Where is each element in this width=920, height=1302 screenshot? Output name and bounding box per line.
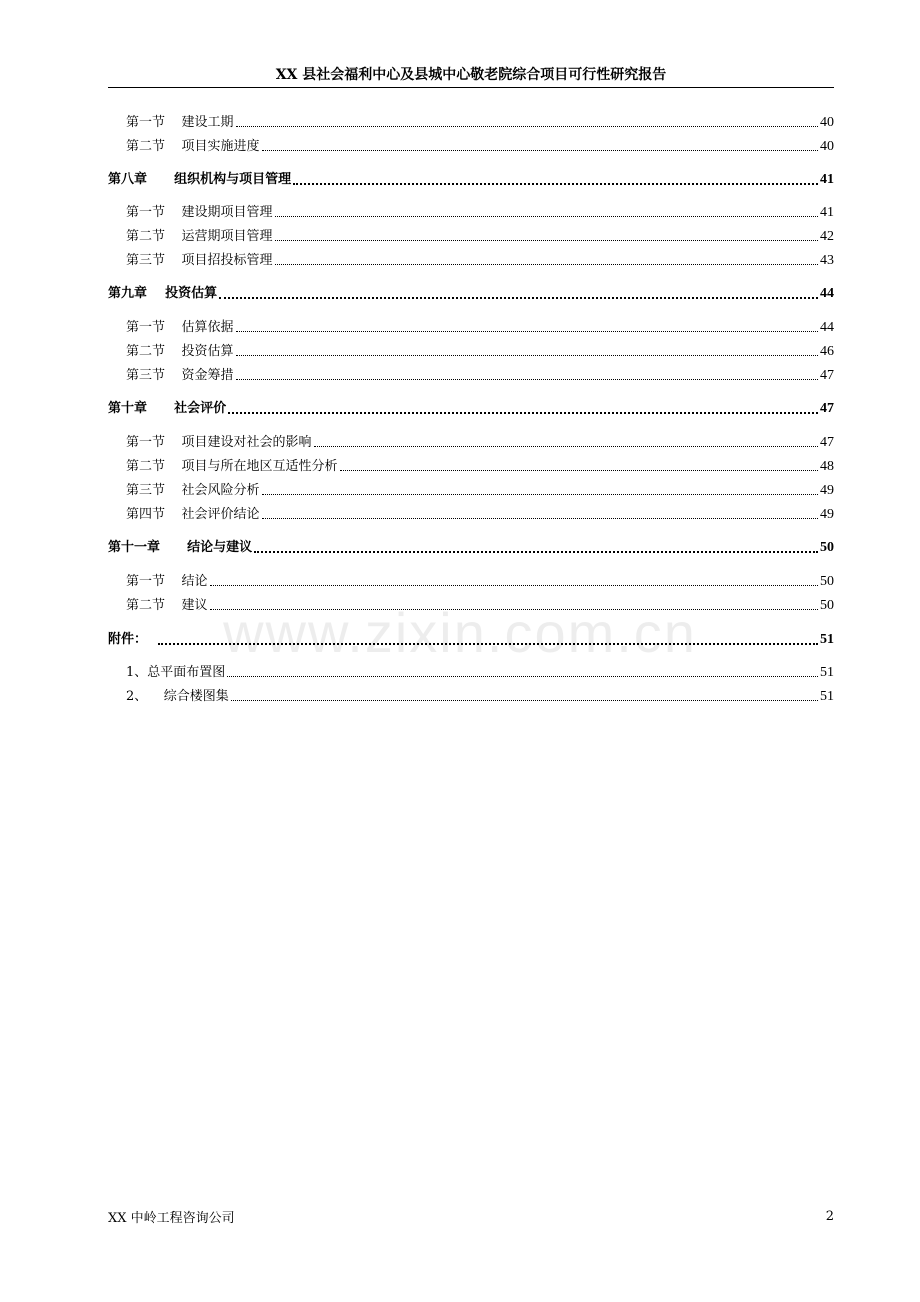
- toc-entry-page: 49: [820, 507, 834, 522]
- toc-entry-label: 第十一章 结论与建议: [108, 540, 253, 555]
- toc-entry-page: 44: [820, 320, 834, 335]
- toc-dot-leader: [228, 412, 818, 414]
- toc-entry-page: 51: [820, 689, 834, 704]
- toc-dot-leader: [210, 609, 818, 610]
- toc-entry-page: 40: [820, 115, 834, 130]
- toc-entry-section[interactable]: [126, 505, 834, 525]
- toc-entry-chapter[interactable]: [108, 399, 834, 419]
- toc-entry-page: 47: [820, 435, 834, 450]
- toc-entry-label: 第一节 建设期项目管理: [126, 205, 273, 220]
- toc-entry-section[interactable]: [126, 457, 834, 477]
- toc-entry-section[interactable]: [126, 433, 834, 453]
- toc-entry-page: 41: [820, 172, 834, 187]
- toc-entry-page: 51: [820, 665, 834, 680]
- toc-dot-leader: [236, 331, 818, 332]
- toc-dot-leader: [227, 676, 818, 677]
- toc-entry-page: 46: [820, 344, 834, 359]
- toc-entry-label: 第二节 项目实施进度: [126, 139, 260, 154]
- toc-entry-label: 第九章 投资估算: [108, 286, 218, 301]
- toc-entry-section[interactable]: [126, 113, 834, 133]
- footer-page-number: 2: [825, 1208, 834, 1224]
- toc-entry-label: 1、总平面布置图: [126, 665, 226, 680]
- toc-dot-leader: [275, 216, 818, 217]
- toc-entry-label: 第二节 运营期项目管理: [126, 229, 273, 244]
- toc-entry-label: 附件：: [108, 632, 157, 647]
- toc-entry-label: 第三节 项目招投标管理: [126, 253, 273, 268]
- toc-entry-page: 47: [820, 368, 834, 383]
- toc-dot-leader: [262, 150, 818, 151]
- header-divider: [108, 87, 834, 88]
- toc-dot-leader: [293, 183, 818, 185]
- toc-entry-label: 第四节 社会评价结论: [126, 507, 260, 522]
- toc-dot-leader: [275, 264, 818, 265]
- toc-dot-leader: [236, 379, 818, 380]
- toc-entry-section[interactable]: [126, 342, 834, 362]
- page-header-title: XX 县社会福利中心及县城中心敬老院综合项目可行性研究报告: [275, 67, 667, 83]
- toc-dot-leader: [219, 297, 818, 299]
- toc-entry-appendix[interactable]: [126, 687, 834, 707]
- toc-entry-label: 第一节 估算依据: [126, 320, 234, 335]
- toc-entry-chapter[interactable]: [108, 538, 834, 558]
- toc-dot-leader: [275, 240, 818, 241]
- toc-dot-leader: [314, 446, 818, 447]
- toc-entry-section[interactable]: [126, 203, 834, 223]
- toc-entry-section[interactable]: [126, 227, 834, 247]
- watermark: www.zixin.com.cn: [223, 601, 697, 664]
- toc-entry-appendix[interactable]: [126, 663, 834, 683]
- toc-entry-section[interactable]: [126, 572, 834, 592]
- toc-entry-chapter[interactable]: [108, 630, 834, 650]
- toc-entry-label: 第二节 建议: [126, 598, 208, 613]
- toc-entry-page: 49: [820, 483, 834, 498]
- toc-entry-page: 50: [820, 598, 834, 613]
- toc-entry-label: 第三节 社会风险分析: [126, 483, 260, 498]
- toc-entry-page: 41: [820, 205, 834, 220]
- toc-dot-leader: [262, 518, 818, 519]
- toc-entry-label: 第一节 项目建设对社会的影响: [126, 435, 312, 450]
- toc-entry-section[interactable]: [126, 137, 834, 157]
- toc-entry-page: 48: [820, 459, 834, 474]
- toc-entry-label: 第二节 项目与所在地区互适性分析: [126, 459, 338, 474]
- page-footer: [108, 1206, 834, 1226]
- toc-entry-section[interactable]: [126, 318, 834, 338]
- toc-entry-section[interactable]: [126, 366, 834, 386]
- toc-dot-leader: [236, 126, 818, 127]
- toc-entry-label: 第三节 资金筹措: [126, 368, 234, 383]
- toc-dot-leader: [210, 585, 818, 586]
- toc-entry-page: 42: [820, 229, 834, 244]
- toc-entry-chapter[interactable]: [108, 284, 834, 304]
- toc-entry-section[interactable]: [126, 481, 834, 501]
- toc-entry-label: 第十章 社会评价: [108, 401, 227, 416]
- toc-entry-page: 44: [820, 286, 834, 301]
- toc-entry-page: 50: [820, 574, 834, 589]
- toc-entry-page: 43: [820, 253, 834, 268]
- toc-dot-leader: [254, 551, 818, 553]
- toc-entry-page: 50: [820, 540, 834, 555]
- toc-entry-label: 第一节 建设工期: [126, 115, 234, 130]
- toc-entry-page: 40: [820, 139, 834, 154]
- toc-dot-leader: [231, 700, 818, 701]
- toc-entry-page: 51: [820, 632, 834, 647]
- toc-entry-label: 第一节 结论: [126, 574, 208, 589]
- toc-dot-leader: [262, 494, 818, 495]
- toc-entry-section[interactable]: [126, 251, 834, 271]
- toc-entry-section[interactable]: [126, 596, 834, 616]
- toc-entry-label: 第八章 组织机构与项目管理: [108, 172, 292, 187]
- toc-entry-label: 第二节 投资估算: [126, 344, 234, 359]
- toc-dot-leader: [158, 643, 818, 645]
- toc-dot-leader: [236, 355, 818, 356]
- toc-entry-chapter[interactable]: [108, 170, 834, 190]
- toc-entry-page: 47: [820, 401, 834, 416]
- footer-company: XX 中岭工程咨询公司: [108, 1210, 235, 1226]
- toc-dot-leader: [340, 470, 818, 471]
- toc-entry-label: 2、 综合楼图集: [126, 689, 229, 704]
